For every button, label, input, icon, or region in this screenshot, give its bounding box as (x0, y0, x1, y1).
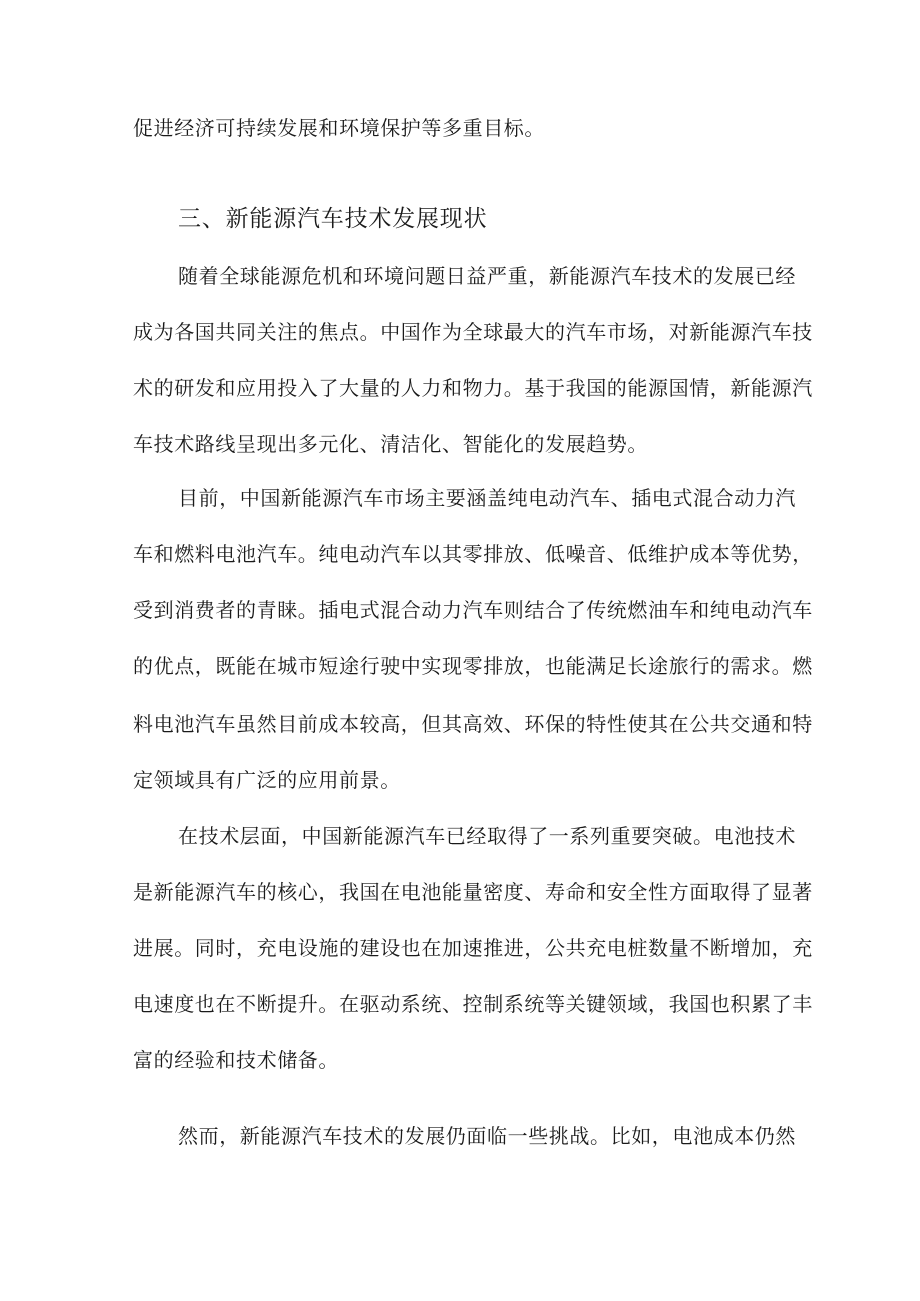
paragraph-line: 的优点，既能在城市短途行驶中实现零排放，也能满足长途旅行的需求。燃 (133, 654, 813, 678)
paragraph-line: 料电池汽车虽然目前成本较高，但其高效、环保的特性使其在公共交通和特 (133, 712, 813, 736)
paragraph-line: 随着全球能源危机和环境问题日益严重，新能源汽车技术的发展已经 (178, 264, 796, 288)
paragraph-line: 在技术层面，中国新能源汽车已经取得了一系列重要突破。电池技术 (178, 824, 796, 848)
paragraph-line: 目前，中国新能源汽车市场主要涵盖纯电动汽车、插电式混合动力汽 (178, 486, 796, 510)
paragraph-line: 是新能源汽车的核心，我国在电池能量密度、寿命和安全性方面取得了显著 (133, 880, 813, 904)
paragraph-line: 受到消费者的青睐。插电式混合动力汽车则结合了传统燃油车和纯电动汽车 (133, 598, 813, 622)
paragraph-line: 进展。同时，充电设施的建设也在加速推进，公共充电桩数量不断增加，充 (133, 936, 813, 960)
paragraph-line: 术的研发和应用投入了大量的人力和物力。基于我国的能源国情，新能源汽 (133, 376, 813, 400)
paragraph-line: 然而，新能源汽车技术的发展仍面临一些挑战。比如，电池成本仍然 (178, 1124, 796, 1148)
paragraph-continuation: 促进经济可持续发展和环境保护等多重目标。 (133, 116, 545, 140)
paragraph-line: 车技术路线呈现出多元化、清洁化、智能化的发展趋势。 (133, 432, 648, 456)
paragraph-line: 定领域具有广泛的应用前景。 (133, 768, 401, 792)
paragraph-line: 车和燃料电池汽车。纯电动汽车以其零排放、低噪音、低维护成本等优势， (133, 542, 813, 566)
paragraph-line: 电速度也在不断提升。在驱动系统、控制系统等关键领域，我国也积累了丰 (133, 992, 813, 1016)
section-heading: 三、新能源汽车技术发展现状 (178, 206, 488, 232)
paragraph-line: 成为各国共同关注的焦点。中国作为全球最大的汽车市场，对新能源汽车技 (133, 320, 813, 344)
paragraph-line: 富的经验和技术储备。 (133, 1048, 339, 1072)
